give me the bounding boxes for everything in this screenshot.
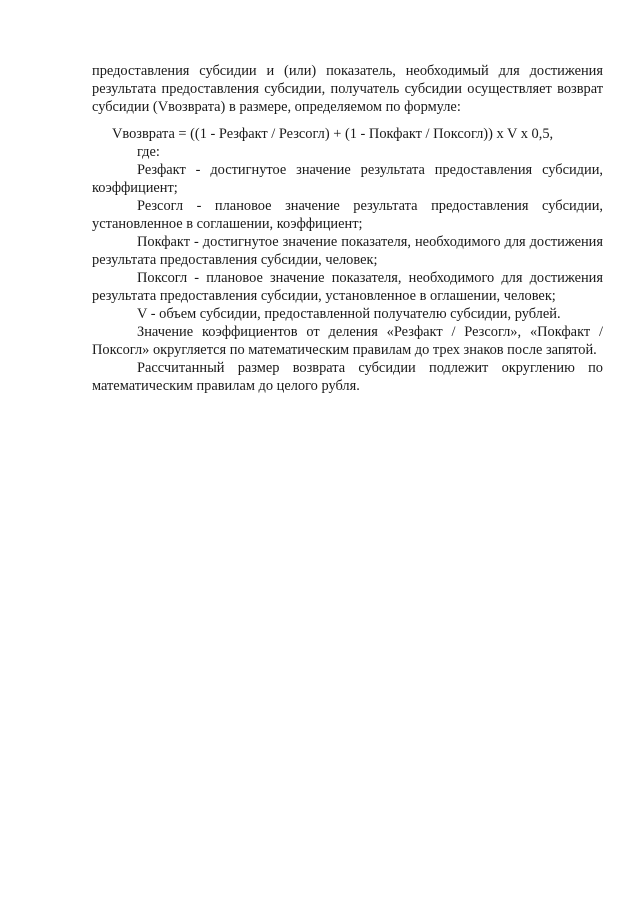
definition-pokfakt: Покфакт - достигнутое значение показателя, необходимого для достижения результата предоставления субсидии, человек; [92,234,603,268]
definition-rezsogl: Резсогл - плановое значение результата предоставления субсидии, установленное в соглашении, коэффициент; [92,198,603,232]
intro-paragraph: предоставления субсидии и (или) показатель, необходимый для достижения результата предоставления субсидии, получатель субсидии осуществляет возврат субсидии (Vвозврата) в размере, определяемом по формуле: [92,63,603,115]
rounding-amount-paragraph: Рассчитанный размер возврата субсидии подлежит округлению по математическим правилам до целого рубля. [92,360,603,394]
definition-poksogl: Поксогл - плановое значение показателя, необходимого для достижения результата предоставления субсидии, установленное в оглашении, человек; [92,270,603,304]
rounding-coefficients-paragraph: Значение коэффициентов от деления «Резфакт / Резсогл», «Покфакт / Поксогл» округляется по математическим правилам до трех знаков после запятой. [92,324,603,358]
definition-v: V - объем субсидии, предоставленной получателю субсидии, рублей. [137,306,561,322]
formula-line: Vвозврата = ((1 - Резфакт / Резсогл) + (1 - Покфакт / Поксогл)) x V x 0,5, [112,126,554,142]
paragraph-gap [92,116,603,125]
where-label: где: [137,144,160,160]
document-body [92,62,603,395]
definition-rezfakt: Резфакт - достигнутое значение результата предоставления субсидии, коэффициент; [92,162,603,196]
